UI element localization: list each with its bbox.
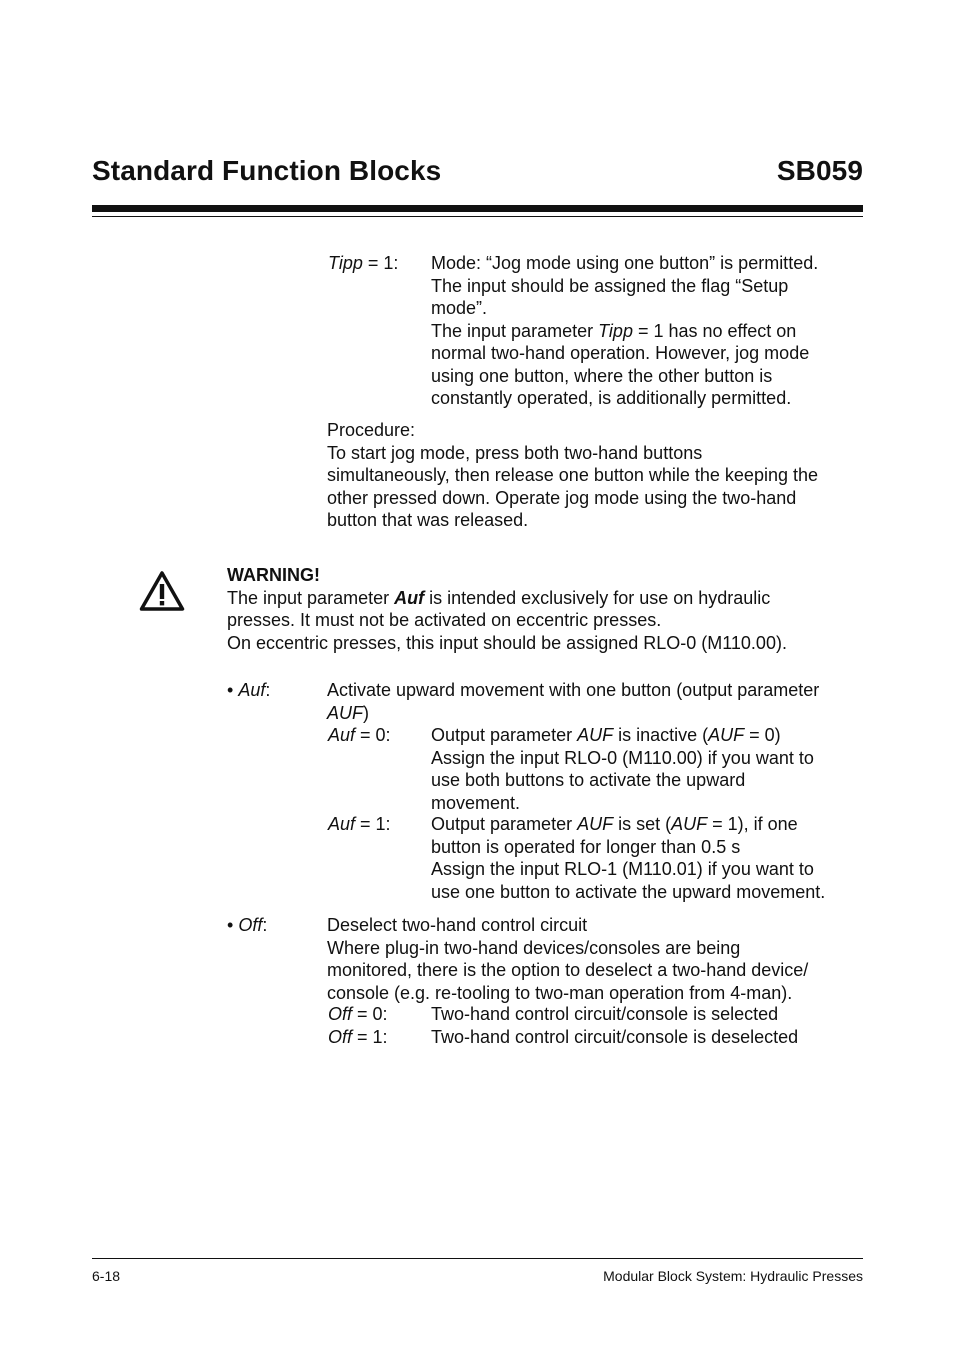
text-line: On eccentric presses, this input should be assigned RLO-0 (M110.00).: [227, 632, 787, 653]
auf-1-label: Auf = 1:: [328, 814, 391, 834]
procedure-heading: Procedure:: [327, 420, 416, 440]
off-1-label: Off = 1:: [328, 1027, 388, 1047]
text-line: To start jog mode, press both two-hand buttons: [327, 442, 703, 463]
text-line: movement.: [431, 792, 521, 813]
off-0-description: Two-hand control circuit/console is selected: [431, 1004, 779, 1024]
auf-0-description: [431, 724, 814, 814]
text-line: simultaneously, then release one button while the keeping the: [327, 465, 818, 485]
tipp-param: Tipp: [328, 253, 363, 273]
page-title: Standard Function Blocks: [92, 155, 442, 186]
text-line: button is operated for longer than 0.5 s: [431, 836, 741, 857]
header-rule-thick: [92, 205, 863, 212]
text-line: Assign the input RLO-1 (M110.01) if you want to: [431, 859, 814, 879]
text-line: normal two-hand operation. However, jog mode: [431, 343, 810, 363]
text-line: using one button, where the other button is: [431, 365, 773, 386]
text-line: console (e.g. re-tooling to two-man operation from 4-man).: [327, 982, 793, 1003]
off-0-label: Off = 0:: [328, 1004, 388, 1024]
tipp-label: [328, 252, 398, 275]
footer-rule: [92, 1258, 863, 1259]
text-line: Where plug-in two-hand devices/consoles are being: [327, 937, 741, 958]
text-line: Assign the input RLO-0 (M110.00) if you want to: [431, 747, 814, 768]
text-line: Output parameter AUF is set (AUF = 1), if one: [431, 814, 798, 834]
text-line: Mode: “Jog mode using one button” is permitted.: [431, 253, 819, 273]
text-line: mode”.: [431, 298, 488, 318]
tipp-description: [431, 252, 818, 410]
text-line: Output parameter AUF is inactive (AUF = 0): [431, 725, 781, 745]
off-bullet-label: • Off:: [227, 915, 268, 935]
text-line: other pressed down. Operate jog mode using the two-hand: [327, 487, 797, 508]
warning-line: The input parameter Auf is intended exclusively for use on hydraulic: [227, 587, 771, 608]
page-number: 6-18: [92, 1268, 121, 1284]
tipp-value: = 1:: [362, 253, 399, 273]
warning-block: [227, 564, 787, 654]
text-line: presses. It must not be activated on eccentric presses.: [227, 610, 662, 630]
footer-title: Modular Block System: Hydraulic Presses: [603, 1268, 863, 1284]
auf-description: [327, 679, 819, 724]
text-line: constantly operated, is additionally permitted.: [431, 388, 792, 408]
warning-triangle-icon: [138, 569, 186, 613]
text-line: use both buttons to activate the upward: [431, 770, 746, 790]
off-description: [327, 914, 808, 1004]
warning-title: WARNING!: [227, 565, 320, 585]
text-line: use one button to activate the upward movement.: [431, 881, 826, 902]
text-line: AUF): [327, 702, 369, 723]
text-line: Deselect two-hand control circuit: [327, 915, 588, 935]
tipp-note-line: The input parameter Tipp = 1 has no effect on: [431, 320, 797, 341]
text-line: monitored, there is the option to deselect a two-hand device/: [327, 960, 809, 980]
procedure-block: [327, 419, 818, 532]
block-code: SB059: [776, 155, 863, 186]
text-line: The input should be assigned the flag “Setup: [431, 275, 789, 296]
text-line: button that was released.: [327, 510, 529, 530]
auf-0-label: Auf = 0:: [328, 725, 391, 745]
auf-1-description: [431, 813, 825, 903]
off-1-description: Two-hand control circuit/console is deselected: [431, 1027, 799, 1047]
header-rule-thin: [92, 216, 863, 217]
text-line: Activate upward movement with one button (output parameter: [327, 680, 820, 700]
auf-bullet-label: • Auf:: [227, 680, 271, 700]
